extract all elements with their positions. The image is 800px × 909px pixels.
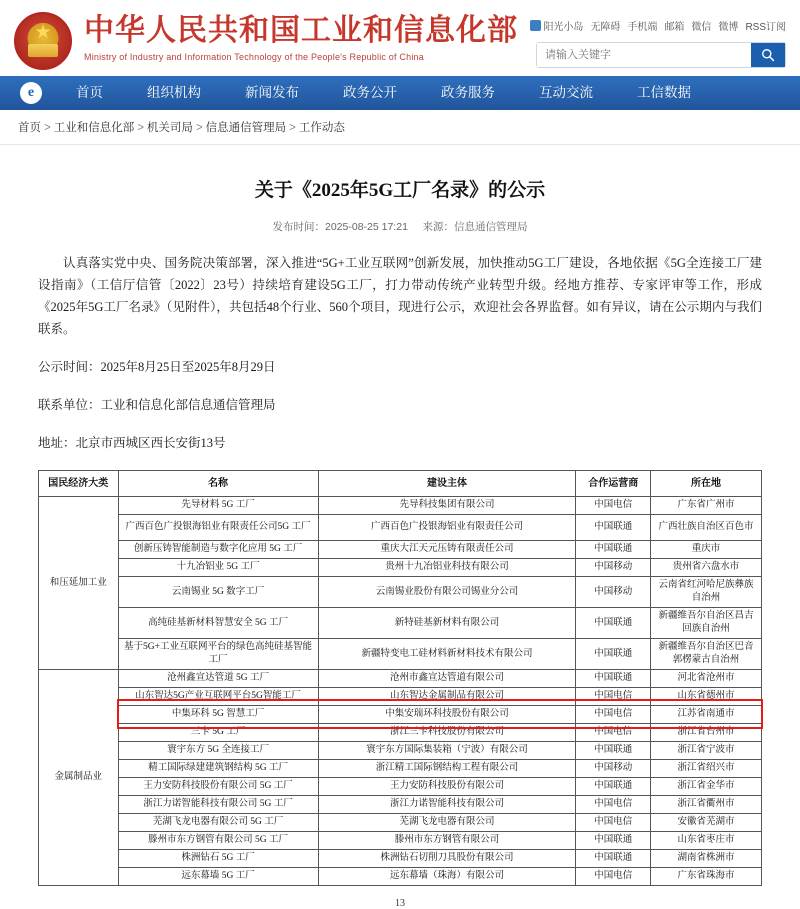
cell-name: 广西百色广投银海铝业有限责任公司5G 工厂 (118, 515, 318, 541)
nav-item-gov-open[interactable]: 政务公开 (343, 85, 397, 100)
source-value: 信息通信管理局 (454, 221, 528, 233)
table-row (39, 670, 762, 688)
quick-link-weibo[interactable]: 微博 (718, 22, 739, 33)
cell-location: 浙江省绍兴市 (651, 760, 762, 778)
search-icon (761, 48, 775, 62)
cell-subject: 远东幕墙（珠海）有限公司 (318, 868, 576, 886)
cell-subject: 浙江精工国际钢结构工程有限公司 (318, 760, 576, 778)
col-header-operator: 合作运营商 (576, 471, 651, 497)
cell-operator: 中国联通 (576, 850, 651, 868)
site-title-block (84, 10, 518, 62)
cell-subject: 新特硅基新材料有限公司 (318, 608, 576, 639)
table-row (39, 760, 762, 778)
cell-subject: 浙江力诺智能科技有限公司 (318, 796, 576, 814)
cell-location: 重庆市 (651, 541, 762, 559)
nav-item-news[interactable]: 新闻发布 (245, 85, 299, 100)
cell-operator: 中国电信 (576, 724, 651, 742)
table-row (39, 796, 762, 814)
cell-operator: 中国移动 (576, 577, 651, 608)
cell-operator: 中国联通 (576, 639, 651, 670)
page-title: 关于《2025年5G工厂名录》的公示 (254, 180, 546, 201)
cell-name: 三卡 5G 工厂 (118, 724, 318, 742)
col-header-location: 所在地 (651, 471, 762, 497)
cell-subject: 先导科技集团有限公司 (318, 497, 576, 515)
table-row (39, 608, 762, 639)
cell-location: 浙江省宁波市 (651, 742, 762, 760)
cell-location: 河北省沧州市 (651, 670, 762, 688)
publish-label: 发布时间： (272, 221, 325, 233)
col-header-name: 名称 (118, 471, 318, 497)
breadcrumb-item-2[interactable]: 机关司局 (146, 122, 193, 134)
cell-name: 创新压铸智能制造与数字化应用 5G 工厂 (118, 541, 318, 559)
cell-operator: 中国电信 (576, 706, 651, 724)
cell-subject: 寰宇东方国际集装箱（宁波）有限公司 (318, 742, 576, 760)
quick-links (536, 18, 786, 33)
cell-subject: 王力安防科技股份有限公司 (318, 778, 576, 796)
col-header-subject: 建设主体 (318, 471, 576, 497)
article-meta (38, 219, 762, 234)
search-input[interactable] (537, 43, 751, 67)
nav-item-interaction[interactable]: 互动交流 (539, 85, 593, 100)
cell-location: 湖南省株洲市 (651, 850, 762, 868)
nav-item-gov-service[interactable]: 政务服务 (441, 85, 495, 100)
table-row (39, 688, 762, 706)
table-row (39, 742, 762, 760)
cell-operator: 中国联通 (576, 778, 651, 796)
table-row (39, 724, 762, 742)
quick-link-mobile[interactable]: 手机端 (627, 22, 658, 33)
nav-logo-icon: e (20, 82, 42, 104)
cell-operator: 中国移动 (576, 559, 651, 577)
article-paragraph-1: 公示时间：2025年8月25日至2025年8月29日 (38, 360, 276, 374)
table-row (39, 541, 762, 559)
breadcrumb-item-4[interactable]: 工作动态 (298, 122, 345, 134)
table-row (39, 639, 762, 670)
cell-name: 山东智达5G产业互联网平台5G智能工厂 (118, 688, 318, 706)
article-paragraph-0: 认真落实党中央、国务院决策部署，深入推进“5G+工业互联网”创新发展，加快推动5G工厂建设，各地依据《5G全连接工厂建设指南》（工信厅信管〔2022〕23号）持续培育建设5G工厂，打力带动传统产业转型升级。经地方推荐、专家评审等工作，形成《2025年5G工厂名录》（见附件），共包括48个行业、560个项目，现进行公示，欢迎社会各界监督。如有异议，请在公示期内与我们联系。 (38, 256, 762, 336)
cell-location: 云南省红河哈尼族彝族自治州 (651, 577, 762, 608)
cell-operator: 中国电信 (576, 868, 651, 886)
cell-subject: 浙江三卡科技股份有限公司 (318, 724, 576, 742)
breadcrumb-item-1[interactable]: 工业和信息化部 (53, 122, 135, 134)
cell-name: 云南锡业 5G 数字工厂 (118, 577, 318, 608)
cell-operator: 中国联通 (576, 832, 651, 850)
nav-item-data[interactable]: 工信数据 (637, 85, 691, 100)
search-button[interactable] (751, 43, 785, 67)
cell-operator: 中国联通 (576, 541, 651, 559)
page-number: 13 (395, 898, 405, 909)
cell-subject: 滕州市东方钢管有限公司 (318, 832, 576, 850)
cell-operator: 中国联通 (576, 608, 651, 639)
table-row (39, 850, 762, 868)
cell-subject: 芜湖飞龙电器有限公司 (318, 814, 576, 832)
site-title-en: Ministry of Industry and Information Technology of the People's Republic of China (84, 52, 424, 62)
cell-name: 滕州市东方钢管有限公司 5G 工厂 (118, 832, 318, 850)
factory-table (38, 470, 762, 886)
cell-operator: 中国联通 (576, 515, 651, 541)
cell-location: 新疆维吾尔自治区昌吉回族自治州 (651, 608, 762, 639)
cell-name: 精工国际绿建建筑钢结构 5G 工厂 (118, 760, 318, 778)
cell-name: 芜湖飞龙电器有限公司 5G 工厂 (118, 814, 318, 832)
cell-name: 王力安防科技股份有限公司 5G 工厂 (118, 778, 318, 796)
cell-name: 株洲钻石 5G 工厂 (118, 850, 318, 868)
cell-operator: 中国电信 (576, 814, 651, 832)
cell-location: 江苏省南通市 (651, 706, 762, 724)
sun-icon (530, 20, 541, 31)
table-row (39, 577, 762, 608)
cell-location: 广东省珠海市 (651, 868, 762, 886)
site-header (0, 0, 800, 76)
cell-location: 安徽省芜湖市 (651, 814, 762, 832)
national-emblem-icon (14, 12, 72, 70)
article (0, 175, 800, 909)
breadcrumb-sep: > (44, 122, 51, 134)
cell-location: 浙江省金华市 (651, 778, 762, 796)
nav-item-org[interactable]: 组织机构 (147, 85, 201, 100)
cell-location: 山东省枣庄市 (651, 832, 762, 850)
col-header-category: 国民经济大类 (39, 471, 119, 497)
cell-subject: 新疆特变电工硅材料新材料技术有限公司 (318, 639, 576, 670)
cell-location: 广西壮族自治区百色市 (651, 515, 762, 541)
main-nav (0, 76, 800, 110)
article-paragraph-3: 地址：北京市西城区西长安街13号 (38, 436, 226, 450)
cell-subject: 山东智达金属制品有限公司 (318, 688, 576, 706)
table-row (39, 778, 762, 796)
quick-link-accessibility[interactable]: 无障碍 (590, 22, 621, 33)
cell-subject: 重庆大江天元压铸有限责任公司 (318, 541, 576, 559)
cell-name: 中集环科 5G 智慧工厂 (118, 706, 318, 724)
cell-location: 贵州省六盘水市 (651, 559, 762, 577)
table-row (39, 832, 762, 850)
table-row (39, 515, 762, 541)
publish-time: 2025-08-25 17:21 (325, 221, 408, 233)
table-row (39, 868, 762, 886)
site-title-cn: 中华人民共和国工业和信息化部 (84, 14, 518, 47)
quick-link-wechat[interactable]: 微信 (691, 22, 712, 33)
cell-name: 寰宇东方 5G 全连接工厂 (118, 742, 318, 760)
breadcrumb (0, 110, 800, 145)
cell-subject: 广西百色广投银海铝业有限责任公司 (318, 515, 576, 541)
cell-location: 山东省德州市 (651, 688, 762, 706)
cell-category: 和压延加工业 (39, 497, 119, 670)
article-paragraph-2: 联系单位：工业和信息化部信息通信管理局 (38, 398, 276, 412)
cell-location: 浙江省台州市 (651, 724, 762, 742)
quick-link-sun[interactable]: 阳光小岛 (530, 18, 583, 33)
cell-operator: 中国联通 (576, 742, 651, 760)
breadcrumb-item-0[interactable]: 首页 (18, 122, 41, 134)
cell-location: 浙江省衢州市 (651, 796, 762, 814)
breadcrumb-sep: > (289, 122, 296, 134)
cell-operator: 中国移动 (576, 760, 651, 778)
search-box (536, 42, 786, 68)
cell-name: 高纯硅基新材料智慧安全 5G 工厂 (118, 608, 318, 639)
cell-subject: 沧州市鑫宣达管道有限公司 (318, 670, 576, 688)
cell-subject: 云南锡业股份有限公司锡业分公司 (318, 577, 576, 608)
cell-location: 新疆维吾尔自治区巴音郭楞蒙古自治州 (651, 639, 762, 670)
cell-location: 广东省广州市 (651, 497, 762, 515)
quick-link-rss[interactable]: RSS订阅 (745, 22, 786, 33)
table-row (39, 497, 762, 515)
cell-operator: 中国电信 (576, 796, 651, 814)
cell-subject: 中集安瑞环科技股份有限公司 (318, 706, 576, 724)
breadcrumb-sep: > (137, 122, 144, 134)
cell-operator: 中国电信 (576, 688, 651, 706)
factory-table-wrapper (38, 470, 762, 886)
table-row (39, 706, 762, 724)
quick-link-mail[interactable]: 邮箱 (664, 22, 685, 33)
table-body (39, 497, 762, 886)
table-row (39, 814, 762, 832)
cell-subject: 株洲钻石切削刀具股份有限公司 (318, 850, 576, 868)
cell-subject: 贵州十九冶铝业科技有限公司 (318, 559, 576, 577)
cell-name: 基于5G+工业互联网平台的绿色高纯硅基智能工厂 (118, 639, 318, 670)
source-label: 来源： (422, 221, 454, 233)
table-header-row (39, 471, 762, 497)
cell-name: 浙江力诺智能科技有限公司 5G 工厂 (118, 796, 318, 814)
cell-name: 沧州鑫宣达管道 5G 工厂 (118, 670, 318, 688)
header-right (536, 10, 786, 68)
table-row (39, 559, 762, 577)
nav-item-home[interactable]: 首页 (76, 85, 103, 100)
breadcrumb-item-3[interactable]: 信息通信管理局 (205, 122, 287, 134)
cell-category: 金属制品业 (39, 670, 119, 886)
cell-name: 先导材料 5G 工厂 (118, 497, 318, 515)
cell-name: 远东幕墙 5G 工厂 (118, 868, 318, 886)
cell-operator: 中国电信 (576, 497, 651, 515)
cell-operator: 中国联通 (576, 670, 651, 688)
table-head (39, 471, 762, 497)
breadcrumb-sep: > (195, 122, 203, 134)
cell-name: 十九冶铝业 5G 工厂 (118, 559, 318, 577)
